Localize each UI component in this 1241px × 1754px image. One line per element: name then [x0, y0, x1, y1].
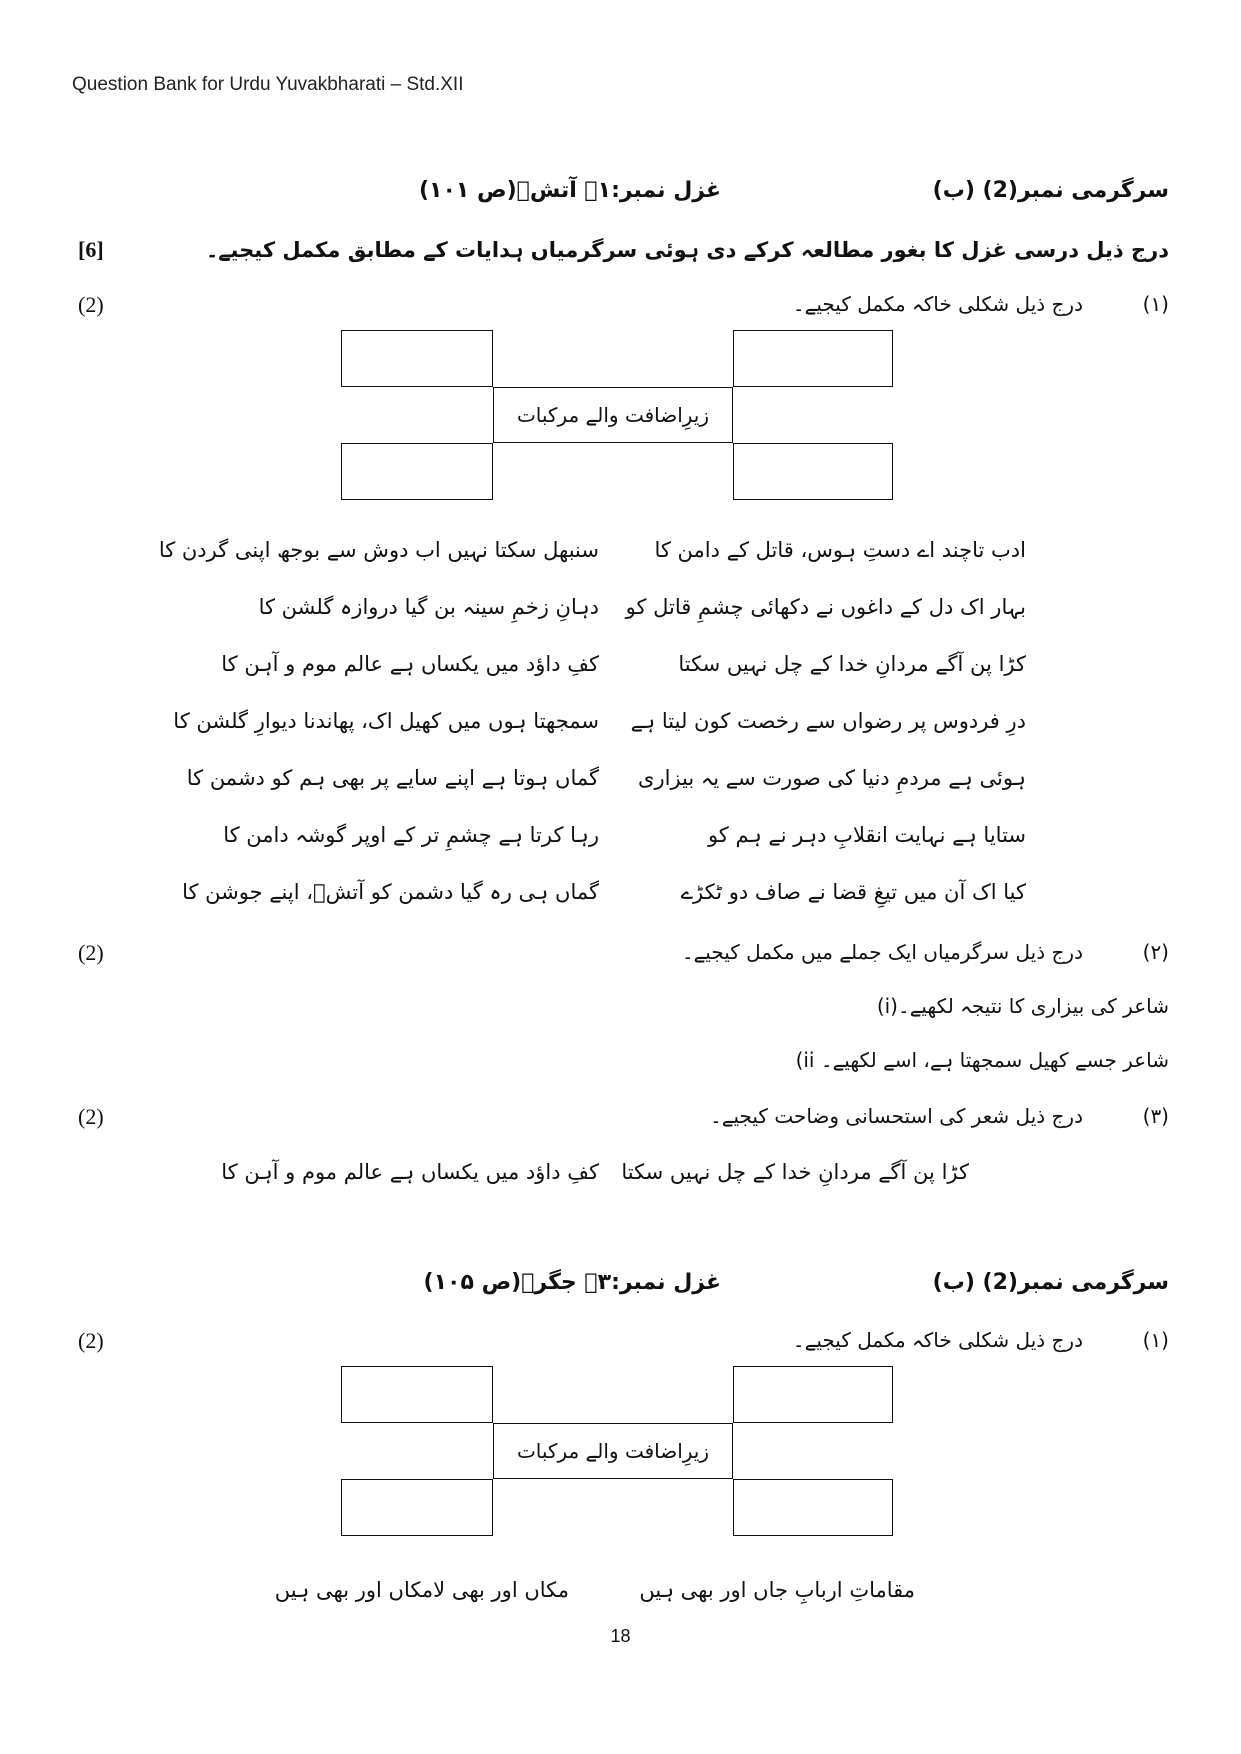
q2-item-i: (i)شاعر کی بیزاری کا نتیجہ لکھیے۔ [876, 994, 1169, 1018]
verse-left-2: دہانِ زخمِ سینہ بن گیا دروازہ گلشن کا [258, 595, 599, 619]
verse-left-7: گماں ہی رہ گیا دشمن کو آتشؔ، اپنے جوشن کا [182, 880, 599, 904]
verse-right-6: ستایا ہے نہایت انقلابِ دہر نے ہم کو [707, 823, 1026, 847]
q3-verse-right: کڑا پن آگے مردانِ خدا کے چل نہیں سکتا [621, 1160, 969, 1184]
q2-text: درج ذیل سرگرمیاں ایک جملے میں مکمل کیجیے۔ [681, 940, 1083, 964]
total-marks: [6] [78, 237, 104, 262]
q3-verse-left: کفِ داؤد میں یکساں ہے عالم موم و آہن کا [221, 1160, 599, 1184]
s2-verse-left: مکاں اور بھی لامکاں اور بھی ہیں [274, 1578, 569, 1602]
activity-number: سرگرمی نمبر(2) (ب) [932, 178, 1169, 203]
q3-number: (۳) [1142, 1104, 1169, 1128]
verse-right-3: کڑا پن آگے مردانِ خدا کے چل نہیں سکتا [678, 652, 1026, 676]
verse-left-5: گماں ہوتا ہے اپنے سایے پر بھی ہم کو دشمن کا [186, 766, 599, 790]
diagram2-box-bottom-right[interactable] [733, 1479, 893, 1536]
verse-right-2: بہار اک دل کے داغوں نے دکھائی چشمِ قاتل کو [625, 595, 1026, 619]
diagram2-box-top-left[interactable] [341, 1366, 493, 1423]
s2-verse-right: مقاماتِ اربابِ جاں اور بھی ہیں [639, 1578, 915, 1602]
ghazal-title: غزل نمبر:۱۔ آتشؔ(ص ۱۰۱) [418, 178, 721, 203]
ghazal-title-2: غزل نمبر:۳۔ جگرؔ(ص ۱۰۵) [423, 1270, 721, 1295]
activity-number-2: سرگرمی نمبر(2) (ب) [932, 1270, 1169, 1295]
instruction: درج ذیل درسی غزل کا بغور مطالعہ کرکے دی ہوئی سرگرمیاں ہدایات کے مطابق مکمل کیجیے۔ [205, 238, 1169, 262]
diagram-box-top-left[interactable] [341, 330, 493, 387]
diagram2-center-label: زیرِاضافت والے مرکبات [516, 1439, 710, 1463]
diagram-box-bottom-right[interactable] [733, 443, 893, 500]
verse-left-3: کفِ داؤد میں یکساں ہے عالم موم و آہن کا [221, 652, 599, 676]
s2-q1-text: درج ذیل شکلی خاکہ مکمل کیجیے۔ [792, 1328, 1083, 1352]
verse-right-5: ہوئی ہے مردمِ دنیا کی صورت سے یہ بیزاری [638, 766, 1026, 790]
diagram-box-top-right[interactable] [733, 330, 893, 387]
verse-left-4: سمجھتا ہوں میں کھیل اک، پھاندنا دیوارِ گلشن کا [173, 709, 599, 733]
verse-right-1: ادب تاچند اے دستِ ہوس، قاتل کے دامن کا [654, 538, 1026, 562]
q2-marks: (2) [78, 940, 104, 965]
diagram-box-bottom-left[interactable] [341, 443, 493, 500]
q2-number: (۲) [1142, 940, 1169, 964]
q1-text: درج ذیل شکلی خاکہ مکمل کیجیے۔ [792, 292, 1083, 316]
s2-q1-marks: (2) [78, 1328, 104, 1353]
q3-text: درج ذیل شعر کی استحسانی وضاحت کیجیے۔ [710, 1104, 1083, 1128]
q2-item-ii: (ii شاعر جسے کھیل سمجھتا ہے، اسے لکھیے۔ [795, 1048, 1169, 1072]
verse-left-1: سنبھل سکتا نہیں اب دوش سے بوجھ اپنی گردن کا [158, 538, 599, 562]
document-header: Question Bank for Urdu Yuvakbharati – Std.XII [72, 74, 464, 95]
verse-left-6: رہا کرتا ہے چشمِ تر کے اوپر گوشہ دامن کا [223, 823, 599, 847]
q3-marks: (2) [78, 1104, 104, 1129]
diagram2-box-top-right[interactable] [733, 1366, 893, 1423]
diagram2-box-bottom-left[interactable] [341, 1479, 493, 1536]
page-number: 18 [610, 1626, 631, 1646]
verse-right-7: کیا اک آن میں تیغِ قضا نے صاف دو ٹکڑے [680, 880, 1026, 904]
diagram-center-label: زیرِاضافت والے مرکبات [516, 403, 710, 427]
verse-right-4: درِ فردوس پر رضواں سے رخصت کون لیتا ہے [630, 709, 1026, 733]
s2-q1-number: (۱) [1142, 1328, 1169, 1352]
q1-marks: (2) [78, 292, 104, 317]
q1-number: (۱) [1142, 292, 1169, 316]
